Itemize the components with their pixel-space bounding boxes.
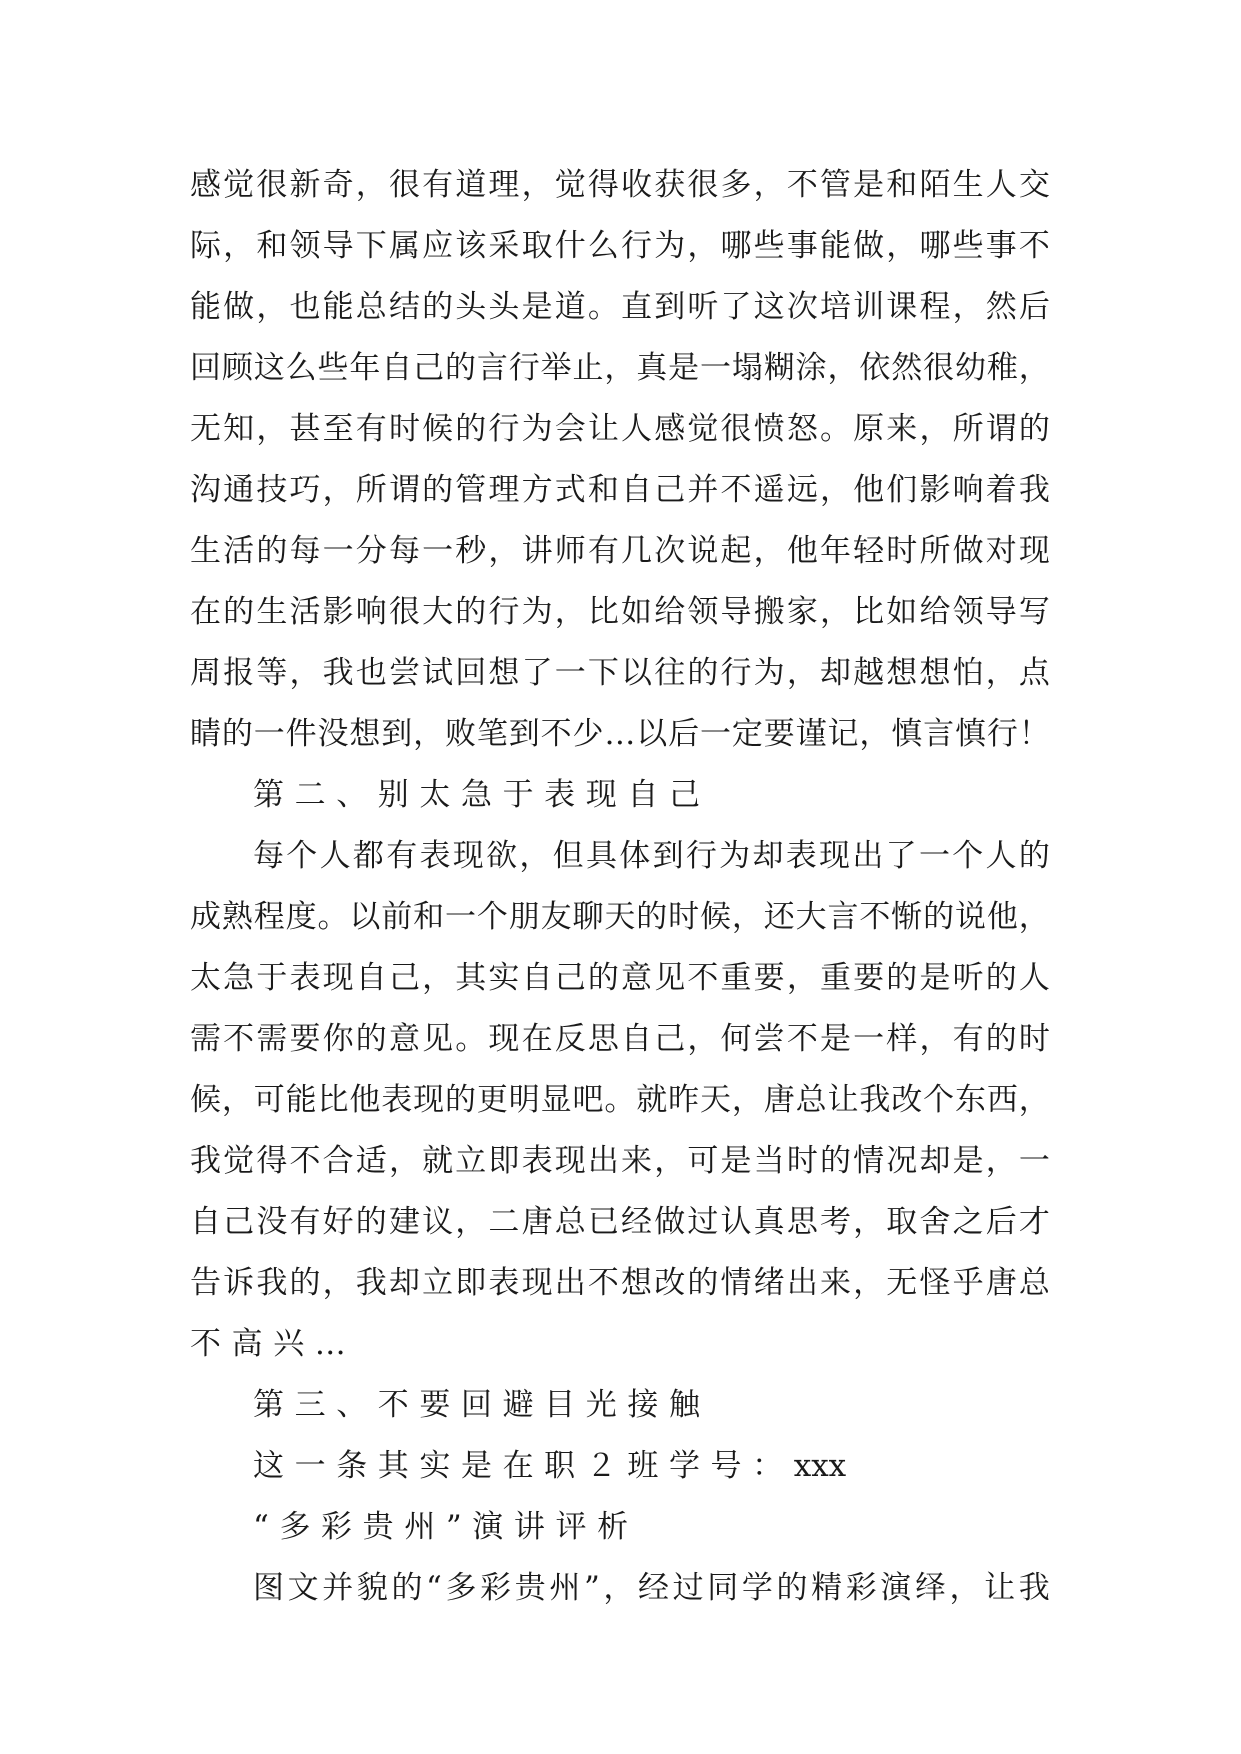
text-line: 需 不 需 要 你 的 意 见 。 现 在 反 思 自 己 ， 何 尝 不 是 一 样 ， 有 的 时 bbox=[190, 1021, 1050, 1057]
text-line: 回 顾 这 么 些 年 自 己 的 言 行 举 止 ， 真 是 一 塌 糊 涂 ， 依 然 很 幼 稚 ， bbox=[190, 350, 1050, 386]
text-line: 能 做 ， 也 能 总 结 的 头 头 是 道 。 直 到 听 了 这 次 培 训 课 程 ， 然 后 bbox=[190, 289, 1050, 325]
text-line: 感 觉 很 新 奇 ， 很 有 道 理 ， 觉 得 收 获 很 多 ， 不 管 是 和 陌 生 人 交 bbox=[190, 167, 1050, 203]
text-line: 沟 通 技 巧 ， 所 谓 的 管 理 方 式 和 自 己 并 不 遥 远 ， 他 们 影 响 着 我 bbox=[190, 472, 1050, 508]
text-line: “ 多 彩 贵 州 ” 演 讲 评 析 bbox=[253, 1509, 629, 1545]
text-line: 我 觉 得 不 合 适 ， 就 立 即 表 现 出 来 ， 可 是 当 时 的 情 况 却 是 ， 一 bbox=[190, 1143, 1050, 1179]
text-line: 成 熟 程 度 。 以 前 和 一 个 朋 友 聊 天 的 时 候 ， 还 大 言 不 惭 的 说 他 ， bbox=[190, 899, 1050, 935]
text-line: 太 急 于 表 现 自 己 ， 其 实 自 己 的 意 见 不 重 要 ， 重 要 的 是 听 的 人 bbox=[190, 960, 1050, 996]
text-line: 无 知 ， 甚 至 有 时 候 的 行 为 会 让 人 感 觉 很 愤 怒 。 原 来 ， 所 谓 的 bbox=[190, 411, 1050, 447]
text-line: 告 诉 我 的 ， 我 却 立 即 表 现 出 不 想 改 的 情 绪 出 来 ， 无 怪 乎 唐 总 bbox=[190, 1265, 1050, 1301]
body-text bbox=[190, 155, 1050, 1619]
text-line: 周 报 等 ， 我 也 尝 试 回 想 了 一 下 以 往 的 行 为 ， 却 越 想 想 怕 ， 点 bbox=[190, 655, 1050, 691]
text-line: 不 高 兴 … bbox=[190, 1326, 346, 1362]
text-line: 这 一 条 其 实 是 在 职 ２ 班 学 号 ： xxx bbox=[253, 1448, 847, 1484]
text-line: 自 己 没 有 好 的 建 议 ， 二 唐 总 已 经 做 过 认 真 思 考 ， 取 舍 之 后 才 bbox=[190, 1204, 1050, 1240]
text-line: 第 三 、 不 要 回 避 目 光 接 触 bbox=[253, 1387, 700, 1423]
text-line: 生 活 的 每 一 分 每 一 秒 ， 讲 师 有 几 次 说 起 ， 他 年 轻 时 所 做 对 现 bbox=[190, 533, 1050, 569]
text-line: 际 ， 和 领 导 下 属 应 该 采 取 什 么 行 为 ， 哪 些 事 能 做 ， 哪 些 事 不 bbox=[190, 228, 1050, 264]
text-line: 在 的 生 活 影 响 很 大 的 行 为 ， 比 如 给 领 导 搬 家 ， 比 如 给 领 导 写 bbox=[190, 594, 1050, 630]
text-line: 第 二 、 别 太 急 于 表 现 自 己 bbox=[253, 777, 700, 813]
text-line: 每 个 人 都 有 表 现 欲 ， 但 具 体 到 行 为 却 表 现 出 了 一 个 人 的 bbox=[253, 838, 1050, 874]
text-line: 候 ， 可 能 比 他 表 现 的 更 明 显 吧 。 就 昨 天 ， 唐 总 让 我 改 个 东 西 ， bbox=[190, 1082, 1050, 1118]
text-line: 图 文 并 貌 的 “ 多 彩 贵 州 ” ， 经 过 同 学 的 精 彩 演 绎 ， 让 我 bbox=[253, 1570, 1050, 1606]
text-line: 睛 的 一 件 没 想 到 ， 败 笔 到 不 少 … 以 后 一 定 要 谨 记 ， 慎 言 慎 行 ！ bbox=[190, 716, 1050, 752]
